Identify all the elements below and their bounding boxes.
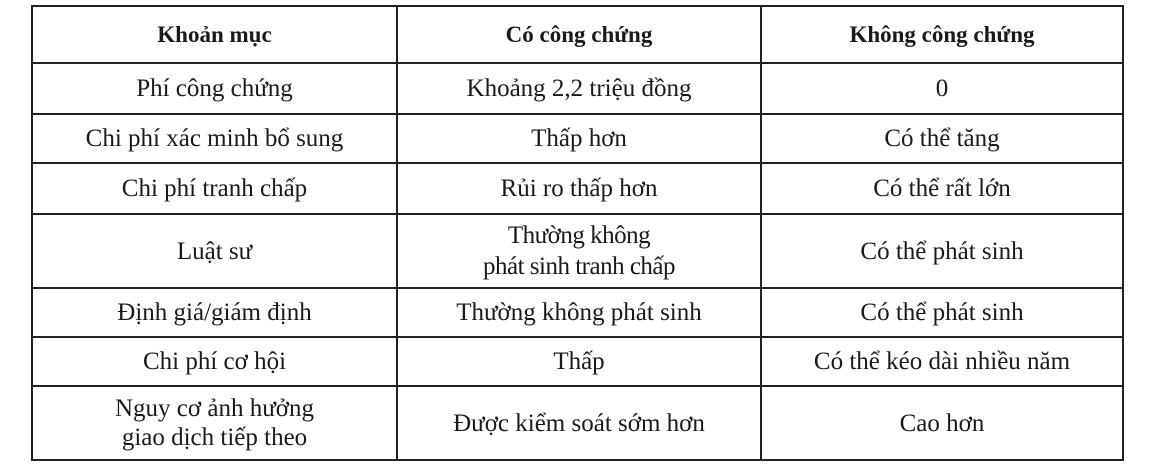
cell-notarized: Khoảng 2,2 triệu đồng xyxy=(397,63,761,114)
cell-notarized: Thường không phát sinh xyxy=(397,288,761,337)
cell-item xyxy=(32,386,397,460)
cell-not-notarized: Có thể kéo dài nhiều năm xyxy=(761,337,1123,386)
cell-notarized-line: phát sinh tranh chấp xyxy=(482,253,676,280)
cell-not-notarized: Có thể phát sinh xyxy=(761,288,1123,337)
cell-item: Chi phí tranh chấp xyxy=(32,163,397,214)
cell-not-notarized: Có thể rất lớn xyxy=(761,163,1123,214)
table-row xyxy=(32,214,1123,288)
cell-item: Luật sư xyxy=(32,214,397,288)
table-row xyxy=(32,63,1123,114)
cell-not-notarized: Cao hơn xyxy=(761,386,1123,460)
cell-not-notarized: Có thể tăng xyxy=(761,114,1123,163)
cell-item: Chi phí xác minh bổ sung xyxy=(32,114,397,163)
header-item: Khoản mục xyxy=(32,6,397,63)
header-notarized: Có công chứng xyxy=(397,6,761,63)
comparison-table xyxy=(31,5,1124,461)
cell-notarized-line: Thường không xyxy=(507,222,651,249)
table-row xyxy=(32,114,1123,163)
cell-item: Chi phí cơ hội xyxy=(32,337,397,386)
cell-item: Định giá/giám định xyxy=(32,288,397,337)
cell-item: Phí công chứng xyxy=(32,63,397,114)
table-header-row xyxy=(32,6,1123,63)
header-not-notarized: Không công chứng xyxy=(761,6,1123,63)
table-row xyxy=(32,288,1123,337)
cell-notarized: Thấp hơn xyxy=(397,114,761,163)
cell-notarized: Thấp xyxy=(397,337,761,386)
cell-item-line: giao dịch tiếp theo xyxy=(121,424,308,451)
cell-notarized xyxy=(397,214,761,288)
cell-not-notarized: Có thể phát sinh xyxy=(761,214,1123,288)
table-row xyxy=(32,163,1123,214)
cell-notarized: Rủi ro thấp hơn xyxy=(397,163,761,214)
cell-not-notarized: 0 xyxy=(761,63,1123,114)
cell-item-line: Nguy cơ ảnh hưởng xyxy=(115,395,314,422)
table-row xyxy=(32,386,1123,460)
cell-notarized: Được kiểm soát sớm hơn xyxy=(397,386,761,460)
table-row xyxy=(32,337,1123,386)
